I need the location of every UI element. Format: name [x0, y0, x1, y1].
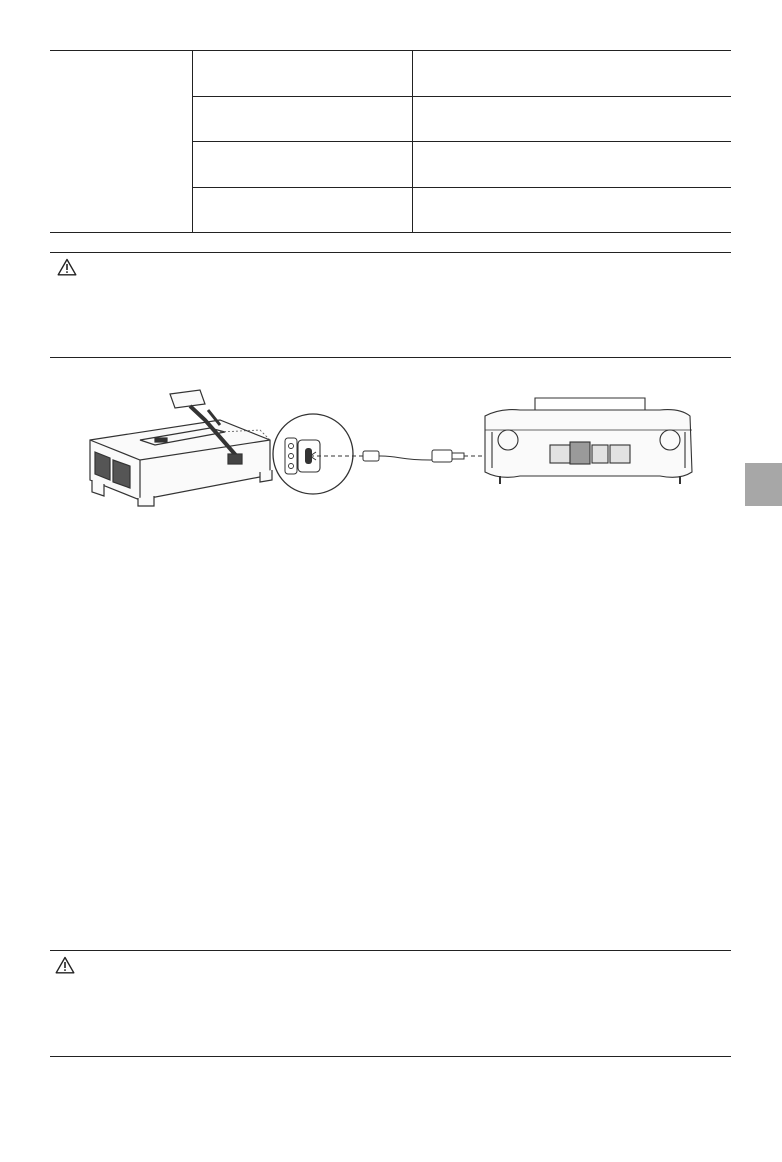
table-top-border	[50, 50, 731, 51]
connection-illustration	[80, 380, 710, 510]
battery-station-icon	[90, 390, 272, 506]
warning-top-border	[50, 950, 731, 951]
table-row-divider	[192, 96, 731, 97]
warning-triangle-icon	[55, 956, 75, 974]
warning-triangle-icon	[57, 258, 77, 276]
warning-bottom-border	[50, 357, 731, 358]
section-side-tab	[745, 463, 782, 506]
warning-bottom-border	[50, 1056, 731, 1057]
warning-top-border	[50, 252, 731, 253]
table-row-divider	[192, 187, 731, 188]
table-bottom-border	[50, 232, 731, 233]
table-row-divider	[192, 141, 731, 142]
remote-controller-icon	[485, 398, 692, 484]
